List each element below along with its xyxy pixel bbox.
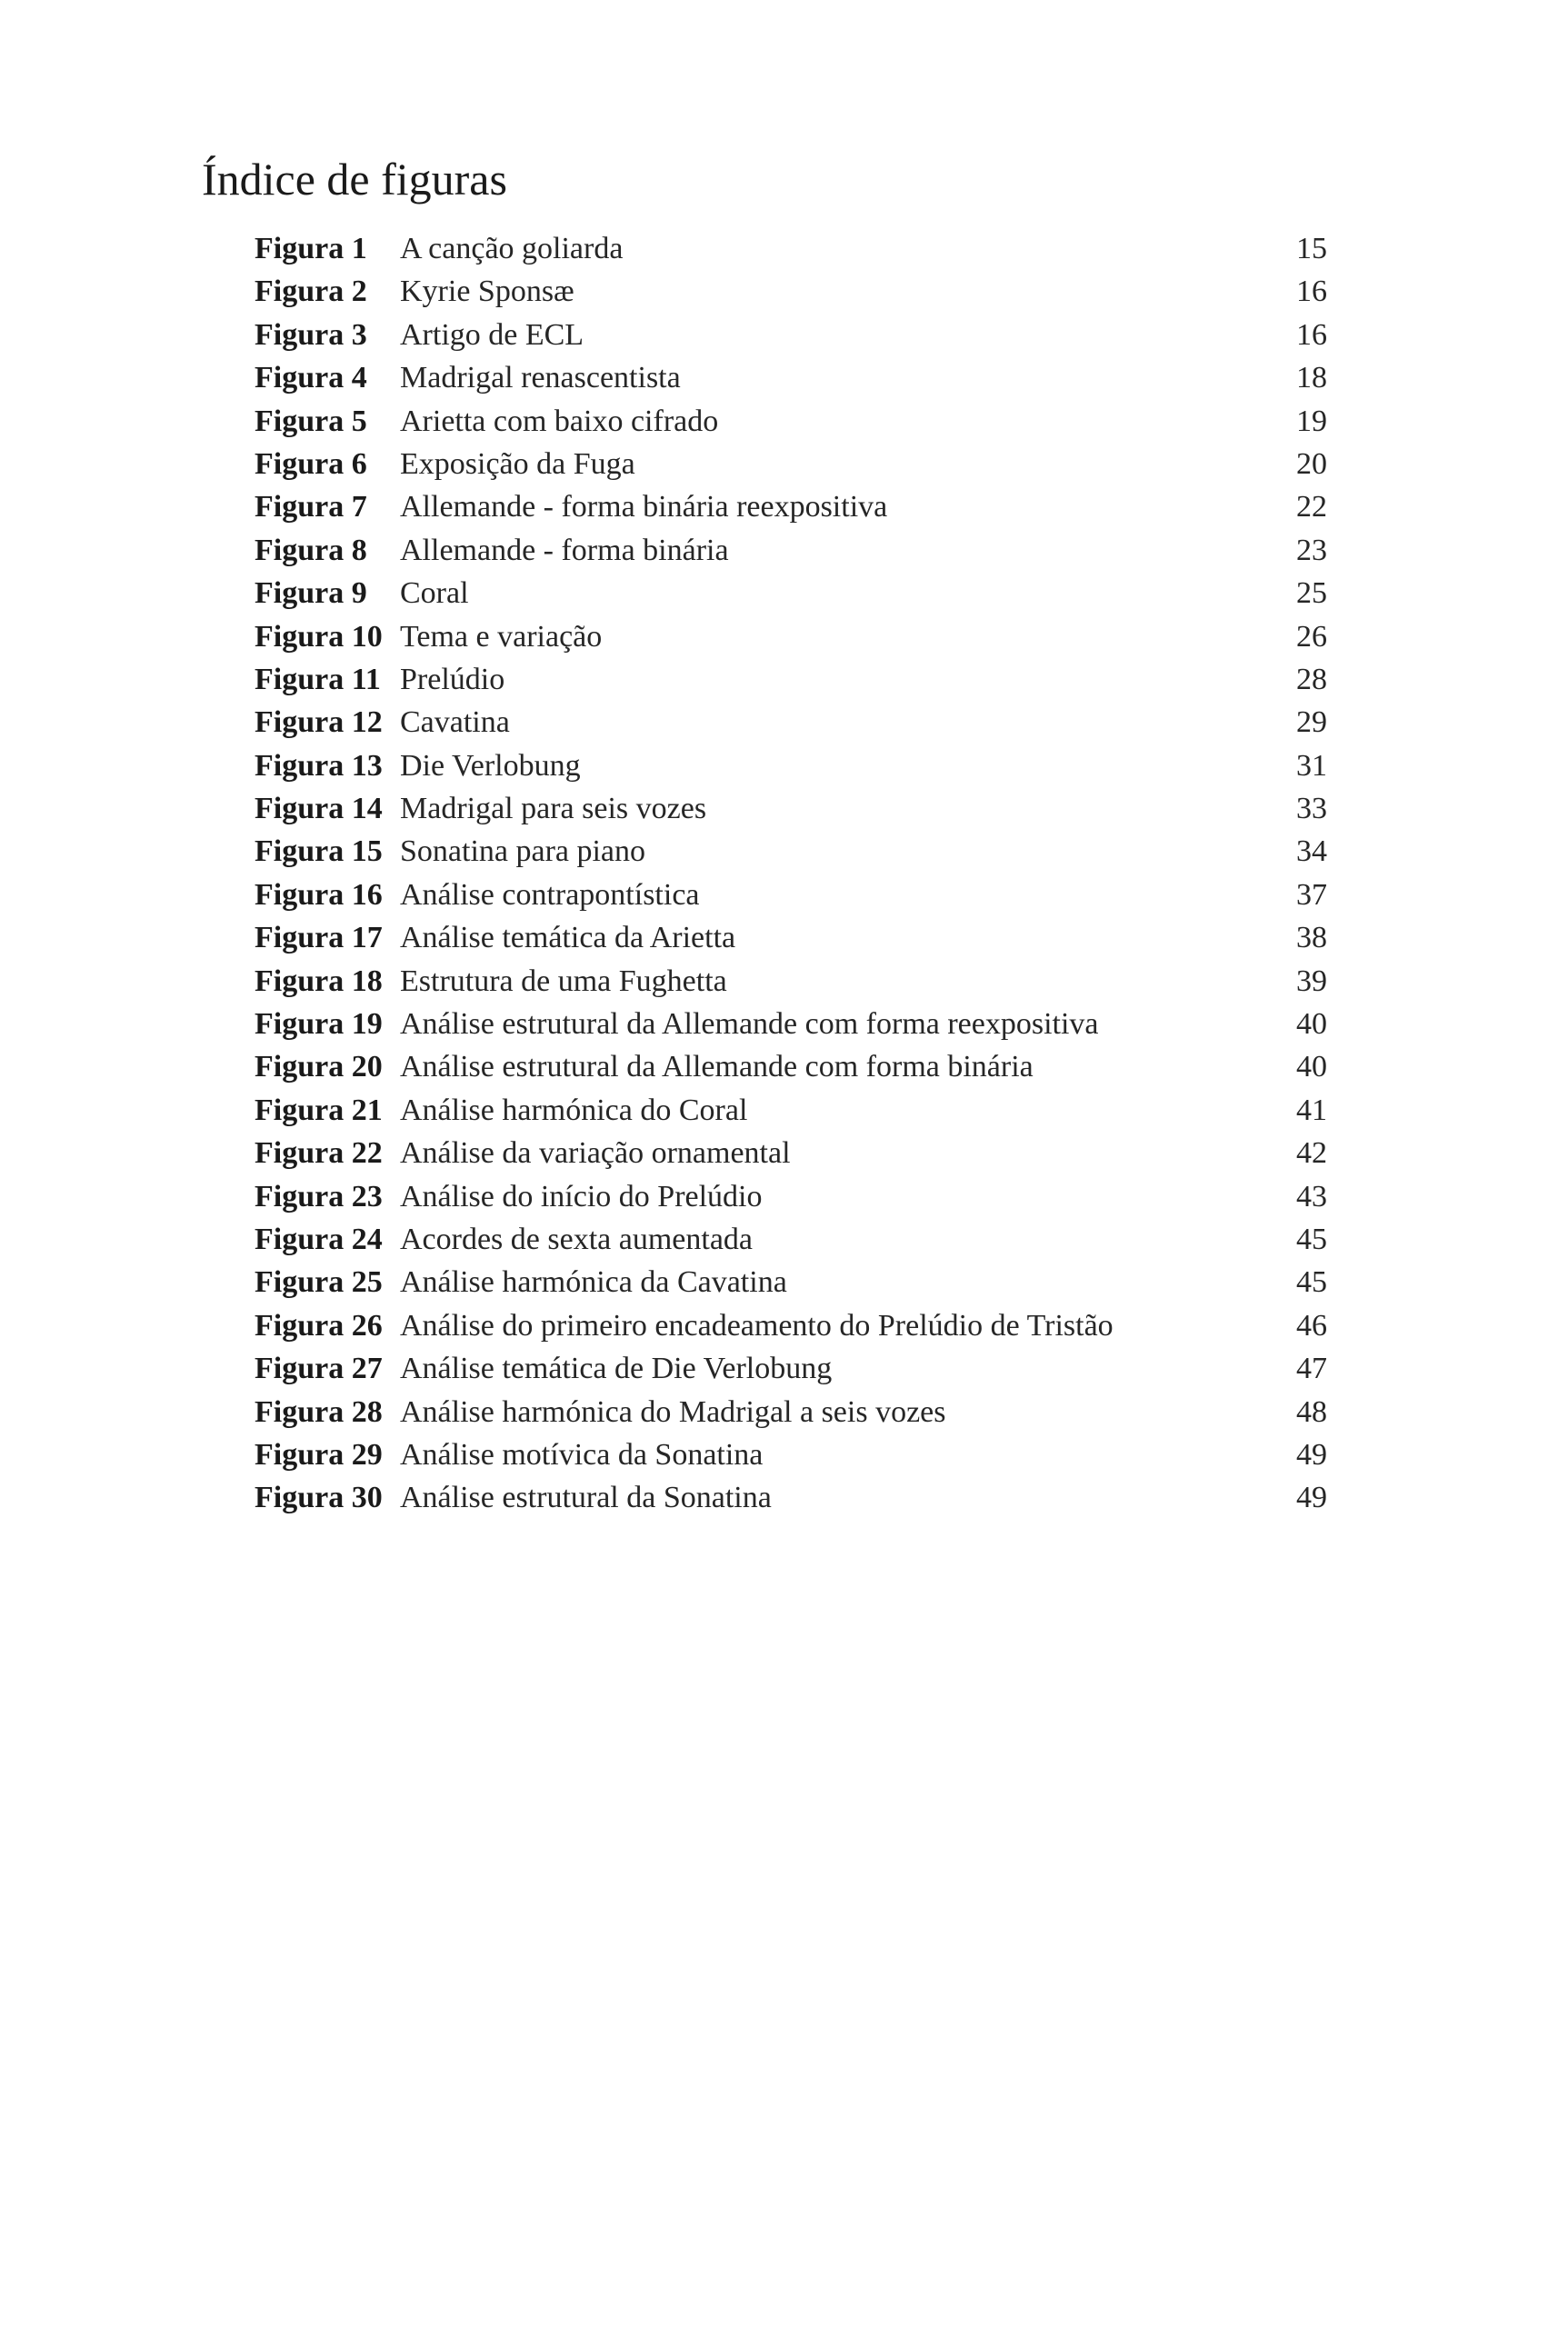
figure-page-number: 48 <box>1296 1394 1327 1429</box>
figure-entry[interactable] <box>255 400 1327 443</box>
figure-title: Análise estrutural da Sonatina <box>400 1481 772 1515</box>
figure-title: Arietta com baixo cifrado <box>400 404 719 438</box>
page-title: Índice de figuras <box>202 154 507 205</box>
figure-label: Figura 30 <box>255 1481 383 1515</box>
figure-page-number: 41 <box>1296 1093 1327 1127</box>
figure-label: Figura 4 <box>255 361 367 395</box>
figure-title: Análise harmónica do Coral <box>400 1093 748 1127</box>
figure-title: Madrigal renascentista <box>400 361 681 395</box>
figure-page-number: 46 <box>1296 1308 1327 1343</box>
figure-page-number: 37 <box>1296 877 1327 912</box>
figure-page-number: 38 <box>1296 921 1327 955</box>
figure-label: Figura 18 <box>255 964 383 998</box>
figure-title: Análise da variação ornamental <box>400 1136 791 1171</box>
figure-title: Artigo de ECL <box>400 317 584 352</box>
figure-label: Figura 16 <box>255 877 383 912</box>
figure-title: Análise estrutural da Allemande com forma binária <box>400 1050 1034 1084</box>
figure-title: Análise temática de Die Verlobung <box>400 1352 833 1386</box>
figure-title: Análise temática da Arietta <box>400 921 736 955</box>
figure-page-number: 40 <box>1296 1007 1327 1042</box>
figure-entry[interactable] <box>255 1175 1327 1218</box>
figure-entry[interactable] <box>255 916 1327 959</box>
figure-title: Cavatina <box>400 705 510 740</box>
figure-entry[interactable] <box>255 1261 1327 1303</box>
figure-entry[interactable] <box>255 572 1327 614</box>
figure-label: Figura 23 <box>255 1179 383 1213</box>
figure-title: Análise do primeiro encadeamento do Prelúdio de Tristão <box>400 1308 1114 1343</box>
figure-page-number: 49 <box>1296 1481 1327 1515</box>
figure-title: Sonatina para piano <box>400 834 646 869</box>
figure-page-number: 28 <box>1296 662 1327 696</box>
figure-title: Prelúdio <box>400 662 505 696</box>
figure-page-number: 34 <box>1296 834 1327 869</box>
figure-label: Figura 9 <box>255 576 367 611</box>
figure-entry[interactable] <box>255 701 1327 744</box>
figure-page-number: 43 <box>1296 1179 1327 1213</box>
figure-page-number: 33 <box>1296 792 1327 826</box>
figure-entry[interactable] <box>255 1089 1327 1132</box>
figure-entry[interactable] <box>255 1391 1327 1433</box>
figure-page-number: 42 <box>1296 1136 1327 1171</box>
figure-page-number: 25 <box>1296 576 1327 611</box>
figure-title: Madrigal para seis vozes <box>400 792 707 826</box>
figure-label: Figura 6 <box>255 446 367 481</box>
figure-entry[interactable] <box>255 270 1327 313</box>
figure-entry[interactable] <box>255 1476 1327 1519</box>
figure-label: Figura 28 <box>255 1394 383 1429</box>
figure-page-number: 29 <box>1296 705 1327 740</box>
figure-title: Allemande - forma binária reexpositiva <box>400 490 888 524</box>
figure-page-number: 47 <box>1296 1352 1327 1386</box>
figure-title: Análise do início do Prelúdio <box>400 1179 763 1213</box>
figure-label: Figura 8 <box>255 533 367 567</box>
figure-entry[interactable] <box>255 1045 1327 1088</box>
figure-label: Figura 22 <box>255 1136 383 1171</box>
figure-title: Análise harmónica da Cavatina <box>400 1265 787 1300</box>
figure-entry[interactable] <box>255 1304 1327 1347</box>
figure-label: Figura 27 <box>255 1352 383 1386</box>
figure-label: Figura 15 <box>255 834 383 869</box>
figure-index-list <box>255 227 1327 1520</box>
figure-title: Estrutura de uma Fughetta <box>400 964 727 998</box>
figure-page-number: 20 <box>1296 446 1327 481</box>
figure-entry[interactable] <box>255 1347 1327 1390</box>
figure-entry[interactable] <box>255 787 1327 830</box>
figure-label: Figura 21 <box>255 1093 383 1127</box>
figure-title: Exposição da Fuga <box>400 446 635 481</box>
figure-entry[interactable] <box>255 960 1327 1003</box>
figure-title: Coral <box>400 576 469 611</box>
figure-label: Figura 7 <box>255 490 367 524</box>
figure-entry[interactable] <box>255 443 1327 485</box>
figure-title: Kyrie Sponsæ <box>400 275 574 309</box>
figure-entry[interactable] <box>255 1433 1327 1476</box>
figure-page-number: 26 <box>1296 619 1327 654</box>
figure-entry[interactable] <box>255 1218 1327 1261</box>
figure-label: Figura 10 <box>255 619 383 654</box>
figure-entry[interactable] <box>255 1132 1327 1174</box>
figure-page-number: 40 <box>1296 1050 1327 1084</box>
figure-entry[interactable] <box>255 615 1327 658</box>
figure-label: Figura 24 <box>255 1222 383 1256</box>
figure-page-number: 23 <box>1296 533 1327 567</box>
figure-page-number: 19 <box>1296 404 1327 438</box>
figure-title: Análise harmónica do Madrigal a seis vozes <box>400 1394 946 1429</box>
figure-label: Figura 25 <box>255 1265 383 1300</box>
figure-page-number: 16 <box>1296 317 1327 352</box>
figure-entry[interactable] <box>255 227 1327 270</box>
figure-label: Figura 3 <box>255 317 367 352</box>
figure-label: Figura 5 <box>255 404 367 438</box>
figure-page-number: 45 <box>1296 1222 1327 1256</box>
figure-page-number: 49 <box>1296 1437 1327 1472</box>
figure-title: A canção goliarda <box>400 232 624 265</box>
figure-label: Figura 11 <box>255 662 381 696</box>
figure-entry[interactable] <box>255 356 1327 399</box>
figure-entry[interactable] <box>255 874 1327 916</box>
figure-label: Figura 2 <box>255 275 367 309</box>
figure-title: Acordes de sexta aumentada <box>400 1222 753 1256</box>
figure-entry[interactable] <box>255 744 1327 787</box>
figure-title: Die Verlobung <box>400 748 581 783</box>
figure-label: Figura 12 <box>255 705 383 740</box>
figure-entry[interactable] <box>255 485 1327 528</box>
figure-entry[interactable] <box>255 1003 1327 1045</box>
figure-page-number: 31 <box>1296 748 1327 783</box>
figure-title: Análise contrapontística <box>400 877 700 912</box>
figure-page-number: 39 <box>1296 964 1327 998</box>
figure-label: Figura 26 <box>255 1308 383 1343</box>
figure-label: Figura 13 <box>255 748 383 783</box>
figure-label: Figura 17 <box>255 921 383 955</box>
figure-label: Figura 14 <box>255 792 383 826</box>
figure-page-number: 16 <box>1296 275 1327 309</box>
figure-entry[interactable] <box>255 830 1327 873</box>
figure-entry[interactable] <box>255 314 1327 356</box>
figure-label: Figura 29 <box>255 1437 383 1472</box>
figure-title: Allemande - forma binária <box>400 533 729 567</box>
figure-page-number: 45 <box>1296 1265 1327 1300</box>
figure-label: Figura 19 <box>255 1007 383 1042</box>
figure-page-number: 15 <box>1296 232 1327 265</box>
figure-entry[interactable] <box>255 658 1327 701</box>
figure-title: Análise motívica da Sonatina <box>400 1437 764 1472</box>
figure-title: Tema e variação <box>400 619 603 654</box>
figure-page-number: 22 <box>1296 490 1327 524</box>
figure-label: Figura 20 <box>255 1050 383 1084</box>
figure-title: Análise estrutural da Allemande com forma reexpositiva <box>400 1007 1099 1042</box>
figure-entry[interactable] <box>255 529 1327 572</box>
figure-page-number: 18 <box>1296 361 1327 395</box>
figure-label: Figura 1 <box>255 232 367 265</box>
